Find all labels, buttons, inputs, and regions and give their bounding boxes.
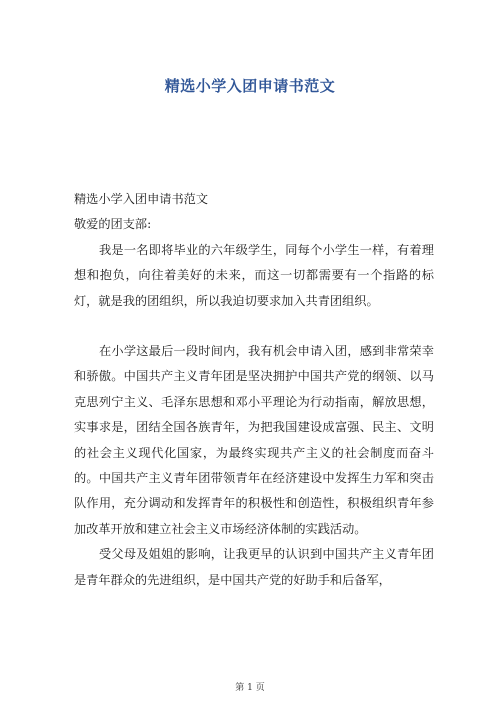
- greeting-line: 敬爱的团支部:: [74, 217, 152, 232]
- paragraph-3: 受父母及姐姐的影响，让我更早的认识到中国共产主义青年团是青年群众的先进组织，是中国共产党的好助手和后备军，: [74, 547, 434, 587]
- paragraph-1: 我是一名即将毕业的六年级学生，同每个小学生一样，有着理想和抱负，向往着美好的未来，而这一切都需要有一个指路的标灯，就是我的团组织，所以我迫切要求加入共青团组织。: [74, 242, 434, 308]
- document-body: [74, 187, 434, 593]
- page-number: 第 1 页: [235, 683, 265, 693]
- paragraph-2: 在小学这最后一段时间内，我有机会申请入团，感到非常荣幸和骄傲。中国共产主义青年团是坚决拥护中国共产党的纲领、以马克思列宁主义、毛泽东思想和邓小平理论为行动指南，解放思想，实事求是，团结全国各族青年，为把我国建设成富强、民主、文明的社会主义现代化国家，为最终实现共产主义的社会制度而奋斗的。中国共产主义青年团带领青年在经济建设中发挥生力军和突击队作用，充分调动和发挥青年的积极性和创造性，积极组织青年参加改革开放和建立社会主义市场经济体制的实践活动。: [74, 344, 434, 536]
- document-title: 精选小学入团申请书范文: [164, 77, 336, 95]
- heading-line: 精选小学入团申请书范文: [74, 192, 209, 206]
- paragraph-gap: [74, 314, 434, 339]
